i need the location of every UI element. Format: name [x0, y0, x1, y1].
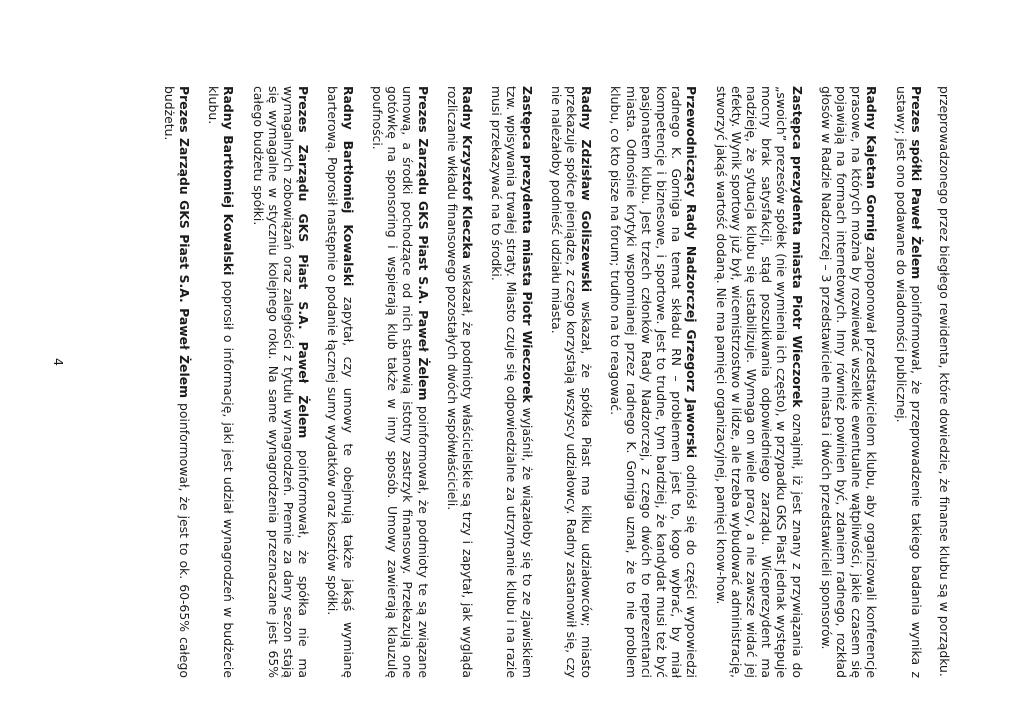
paragraph: [162, 86, 192, 678]
paragraph-text: zaproponował przedstawicielom klubu, aby organizowali konferencje prasowe, na których można by rozwiewać wszelkie ewentualne wątpliwości, jakie czasem się pojawiają na formach internetowych. Inny również powinien być, zdaniem radnego, rozkład głosów w Radzie Nadzorczej – 3 przedstawiciele miasta i dwóch przedstawicieli sponsorów.: [818, 86, 880, 678]
paragraph: [937, 86, 952, 678]
paragraph: [819, 86, 880, 678]
paragraph: [713, 86, 804, 678]
paragraph: [206, 86, 236, 678]
speaker-name: Radny Kajetan Gornig: [864, 86, 880, 242]
paragraph-text: poinformował, że podmioty te są związane umową, a środki pochodzące od nich stanowią istotny zastrzyk finansowy. Przekazują one gotówkę na sponsoring i wspierają klub także w inny sposób. Umowy zawierają klauzulę poufności.: [369, 86, 431, 678]
paragraph: [250, 86, 311, 678]
speaker-name: Przewodniczący Rady Nadzorczej Grzegorz Jaworski: [684, 86, 700, 459]
speaker-name: Prezes spółki Paweł Żelem: [908, 86, 924, 280]
paragraph-text: poinformował, że spółka nie ma wymagalnych zobowiązań oraz zaległości z tytułu wynagrodzeń. Premie za dany sezon stają się wymagalne w styczniu kolejnego roku. Na same wynagrodzenia przeznaczane jest 65% całego budżetu spółki.: [250, 86, 312, 678]
speaker-name: Radny Krzysztof Kleczka: [459, 86, 475, 260]
speaker-name: Radny Zdzisław Goliszewski: [579, 86, 595, 293]
paragraph-text: wyjaśnił, że wiązałoby się to ze zjawiskiem tzw. wpisywania trwałej straty. Miasto czuje się odpowiedzialne za utrzymanie klubu i na razie musi przekazywać na to środki.: [489, 86, 535, 678]
speaker-name: Zastępca prezydenta miasta Piotr Wieczorek: [789, 86, 805, 408]
paragraph-text: wskazał, że spółka Piast ma kilku udziałowców; miasto przekazuje spółce pieniądze, z czego korzystają wszyscy udziałowcy. Radny zastanowił się, czy nie należałoby podnieść udziału miasta.: [548, 86, 595, 678]
speaker-name: Radny Bartłomiej Kowalski: [221, 86, 237, 276]
paragraph: [370, 86, 431, 678]
speaker-name: Prezes Zarządu GKS Piast S.A. Paweł Żelem: [415, 86, 431, 401]
speaker-name: Zastępca prezydenta miasta Piotr Wieczorek: [519, 86, 535, 403]
paragraph: [893, 86, 923, 678]
paragraph-text: przeprowadzonego przez biegłego rewidenta, które dowiedzie, że finanse klubu są w porządku.: [937, 86, 952, 677]
document-body: [148, 86, 952, 678]
paragraph-text: wskazał, że podmioty właścicielskie są trzy i zapytał, jak wygląda rozliczanie wkładu finansowego pozostałych dwóch współwłaścicieli.: [444, 86, 475, 679]
paragraph-text: poinformował, że jest to ok. 60-65% całego budżetu.: [161, 86, 193, 678]
paragraph-text: poprosił o informację, jaki jest udział wynagrodzeń w budżecie klubu.: [206, 86, 237, 678]
speaker-name: Prezes Zarządu GKS Piast S.A. Paweł Żelem: [177, 86, 193, 399]
paragraph: [489, 86, 535, 678]
paragraph: [549, 86, 595, 678]
paragraph-text: poinformował, że przeprowadzenie takiego badania wynika z ustawy; jest ono podawane do wiadomości publicznej.: [893, 86, 924, 678]
paragraph-text: zapytał, czy umowy te obejmują także jakąś wymianę barterową. Poprosił następnie o podanie łącznej sumy wydatków oraz kosztów spółki.: [325, 86, 356, 678]
paragraph: [325, 86, 355, 678]
speaker-name: Radny Bartłomiej Kowalski: [340, 86, 356, 287]
paragraph-text: odniósł się do części wypowiedzi radnego K. Gorniga na temat składu RN – problemem jest to, kogo wybrać, by miał kompetencje i biznesowe, i sportowe. Jest to trudne, tym bardziej, że kandydat musi też być pasjonatem klubu. Jest trzech członków Rady Nadzorczej, z czego dwóch to reprezentanci miasta. Odnośnie krytyki wspomnianej przez radnego K. Gorniga uznał, że to nie problem klubu, co kto pisze na forum; trudno na to reagować.: [608, 86, 700, 678]
speaker-name: Prezes Zarządu GKS Piast S.A. Paweł Żelem: [296, 86, 312, 439]
page-number: 4: [51, 358, 66, 366]
paragraph: [445, 86, 475, 678]
paragraph: [608, 86, 699, 678]
paragraph-text: oznajmił, iż jest znany z przywiązania do „swoich” prezesów spółek (nie wymienia ich często), w przypadku GKS Piast jednak występuje mocny brak satysfakcji, stąd poszukiwania odpowiedniego zarządu. Wiceprezydent ma nadzieję, że sytuacja klubu się ustabilizuje. Wymaga on wiele pracy, a nie zawsze widać jej efekty. Wynik sportowy już był, wicemistrzostwo w lidze, ale trzeba wybudować administrację, stworzyć jakąś wartość dodaną. Nie ma pamięci organizacyjnej, pamięci know-how.: [713, 86, 805, 678]
